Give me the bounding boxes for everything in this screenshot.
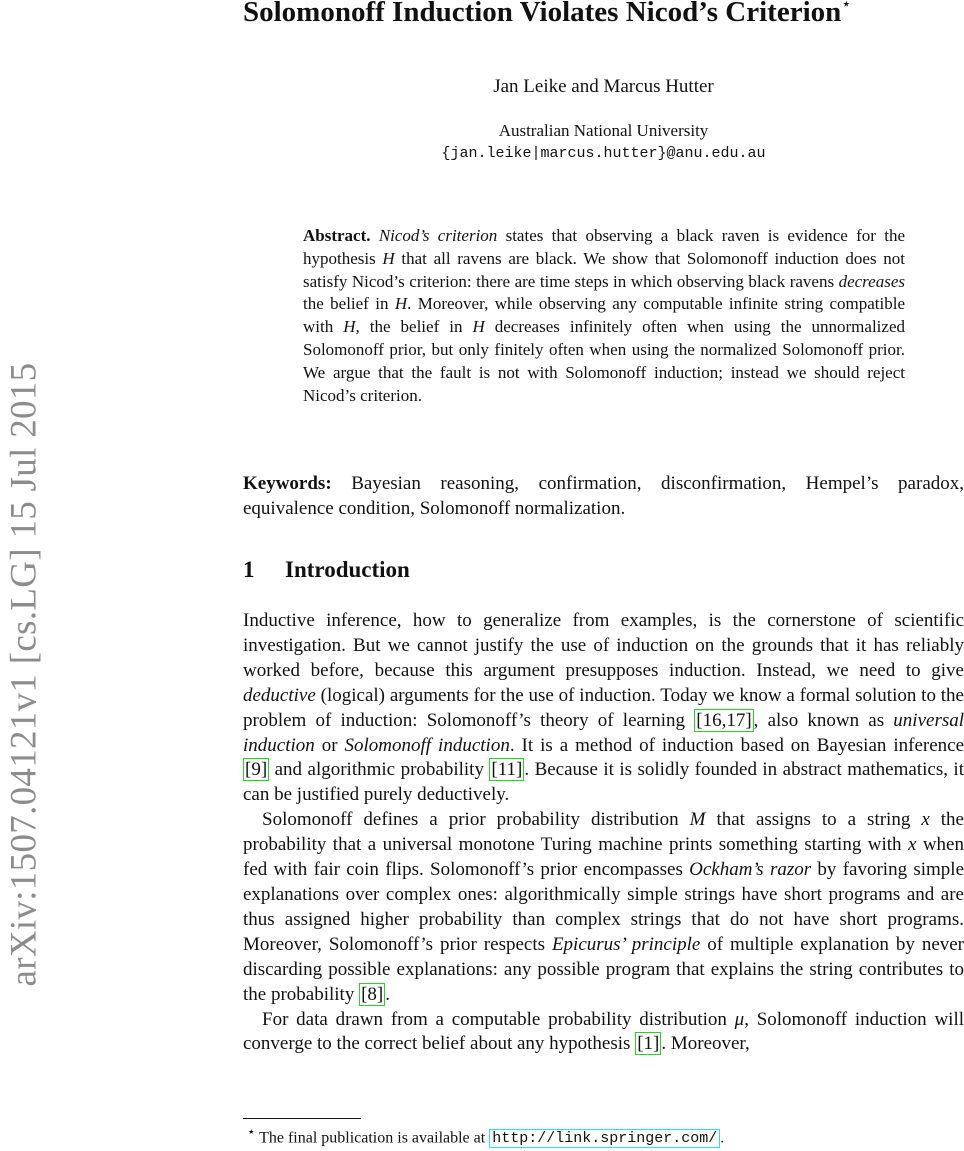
introduction-body	[243, 609, 964, 1057]
abstract: Abstract. Nicod’s criterion states that observing a black raven is evidence for the hypothesis H that all ravens are black. We show that Solomonoff induction does not satisfy Nicod’s criterion: there are time steps in which observing black ravens decreases the belief in H. Moreover, while observing any computable infinite string compatible with H, the belief in H decreases infinitely often when using the unnormalized Solomonoff prior, but only finitely often when using the normalized Solomonoff prior. We argue that the fault is not with Solomonoff induction; instead we should reject Nicod’s criterion.	[303, 226, 905, 405]
publication-url-link[interactable]: http://link.springer.com/	[489, 1129, 720, 1148]
footnote-mark: ⋆	[247, 1124, 256, 1139]
section-title: Introduction	[285, 557, 410, 582]
arxiv-side-stamp	[0, 318, 48, 1030]
section-heading	[243, 557, 410, 583]
footnote: ⋆ The final publication is available at http://link.springer.com/ .	[247, 1124, 725, 1148]
citation-link[interactable]: [8]	[361, 983, 384, 1005]
citation-link[interactable]: [16,17]	[696, 709, 752, 731]
authors: Jan Leike and Marcus Hutter	[493, 76, 714, 97]
affiliation: Australian National University	[498, 121, 709, 140]
keywords-label: Keywords:	[243, 473, 332, 494]
paragraph: For data drawn from a computable probability distribution μ, Solomonoff induction will converge to the correct belief about any hypothesis [1] . Moreover,	[243, 1008, 964, 1055]
abstract-label: Abstract.	[303, 226, 371, 245]
footnote-rule	[243, 1118, 361, 1119]
author-emails: {jan.leike|marcus.hutter}@anu.edu.au	[441, 145, 766, 162]
paper-title: Solomonoff Induction Violates Nicod’s Criterion⋆	[243, 0, 964, 29]
citation-link[interactable]: [11]	[491, 759, 523, 781]
paragraph: Inductive inference, how to generalize from examples, is the cornerstone of scientific investigation. But we cannot justify the use of induction on the grounds that it has reliably worked before, because this argument presupposes induction. Instead, we need to give deductive (logical) arguments for the use of induction. Today we know a formal solution to the problem of induction: Solomonoff’s theory of learning [16,17] , also known as universal induction or Solomonoff induction. It is a method of induction based on Bayesian inference [9] and algorithmic probability [11] . Because it is solidly founded in abstract mathematics, it can be justified purely deductively.	[243, 610, 964, 806]
keywords-list: Bayesian reasoning, confirmation, disconfirmation, Hempel’s paradox, equivalence condition, Solomonoff normalization.	[243, 473, 964, 519]
section-number: 1	[243, 557, 255, 582]
arxiv-identifier: arXiv:1507.04121v1 [cs.LG] 15 Jul 2015	[3, 362, 45, 986]
keywords	[243, 471, 964, 521]
paragraph: Solomonoff defines a prior probability distribution M that assigns to a string x the probability that a universal monotone Turing machine prints something starting with x when fed with fair coin flips. Solomonoff’s prior encompasses Ockham’s razor by favoring simple explanations over complex ones: algorithmically simple strings have short programs and are thus assigned higher probability than complex strings that do not have short programs. Moreover, Solomonoff’s prior respects Epicurus’ principle of multiple explanation by never discarding possible explanations: any possible program that explains the string contributes to the probability [8] .	[243, 809, 964, 1005]
citation-link[interactable]: [1]	[637, 1033, 660, 1055]
citation-link[interactable]: [9]	[245, 759, 268, 781]
title-footnote-mark: ⋆	[841, 0, 852, 13]
